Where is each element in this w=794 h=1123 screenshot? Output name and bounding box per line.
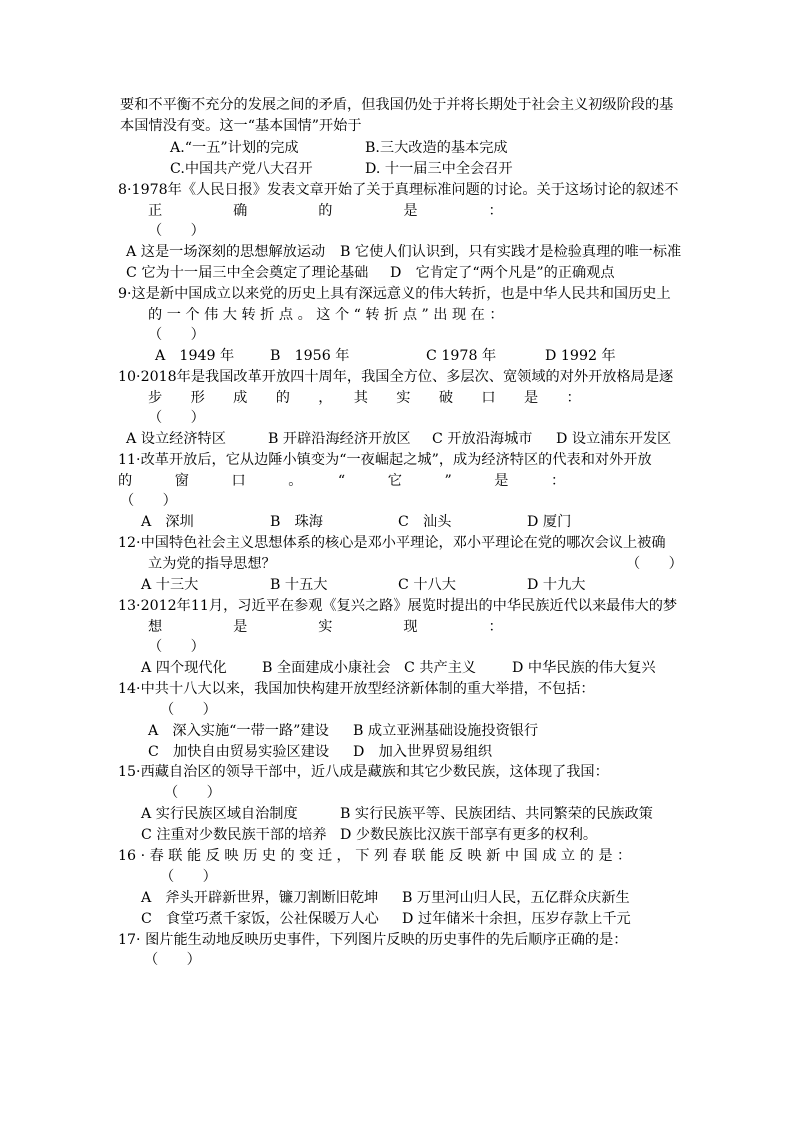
q16-option-b: B 万里河山归人民，五亿群众庆新生 bbox=[402, 890, 630, 906]
question-15-answer-blank: （ ） bbox=[164, 785, 221, 801]
q9-option-c: C 1978 年 bbox=[426, 348, 497, 364]
q15-option-c: C 注重对少数民族干部的培养 bbox=[141, 827, 327, 843]
q10-option-b: B 开辟沿海经济开放区 bbox=[268, 431, 411, 447]
question-10-text: 10·2018年是我国改革开放四十周年，我国全方位、多层次、宽领域的对外开放格局是逐 bbox=[118, 369, 674, 385]
question-13-text: 13·2012年11月，习近平在参观《复兴之路》展览时提出的中华民族近代以来最伟大的梦 bbox=[118, 598, 678, 614]
question-8-text-line-2: 正 确 的 是 ： bbox=[148, 203, 503, 219]
q7-option-a: A.“一五”计划的完成 bbox=[170, 140, 299, 156]
question-12-text: 12·中国特色社会主义思想体系的核心是邓小平理论，邓小平理论在党的哪次会议上被确 bbox=[118, 535, 666, 551]
q9-option-a: A 1949 年 bbox=[155, 348, 235, 364]
question-10-answer-blank: （ ） bbox=[148, 410, 205, 426]
q8-option-d: D 它肯定了“两个凡是”的正确观点 bbox=[390, 265, 615, 281]
q16-option-c: C 食堂巧煮千家饭，公社保暖万人心 bbox=[141, 911, 379, 927]
q14-option-c: C 加快自由贸易实验区建设 bbox=[148, 744, 330, 760]
q11-option-b: B 珠海 bbox=[270, 514, 323, 530]
q8-option-b: B 它使人们认识到，只有实践才是检验真理的唯一标准 bbox=[340, 244, 682, 260]
q9-option-d: D 1992 年 bbox=[545, 348, 616, 364]
question-13-text-line-2: 想 是 实 现 ： bbox=[148, 619, 503, 635]
q8-option-a: A 这是一场深刻的思想解放运动 bbox=[126, 244, 326, 260]
q12-option-d: D 十九大 bbox=[527, 577, 586, 593]
q10-option-a: A 设立经济特区 bbox=[126, 431, 226, 447]
question-13-answer-blank: （ ） bbox=[148, 639, 205, 655]
q12-option-c: C 十八大 bbox=[398, 577, 456, 593]
q15-option-b: B 实行民族平等、民族团结、共同繁荣的民族政策 bbox=[340, 806, 653, 822]
q8-option-c: C 它为十一届三中全会奠定了理论基础 bbox=[126, 265, 369, 281]
q11-option-a: A 深圳 bbox=[141, 514, 194, 530]
question-8-answer-blank: （ ） bbox=[148, 223, 205, 239]
q11-option-c: C 汕头 bbox=[398, 514, 452, 530]
question-10-text-line-2: 步 形 成 的 ， 其 实 破 口 是 ： bbox=[148, 390, 581, 406]
q13-option-d: D 中华民族的伟大复兴 bbox=[512, 660, 656, 676]
q16-option-a: A 斧头开辟新世界，镰刀割断旧乾坤 bbox=[141, 890, 379, 906]
question-12-answer-blank: （ ） bbox=[626, 556, 683, 572]
q14-option-d: D 加入世界贸易组织 bbox=[353, 744, 493, 760]
q12-option-b: B 十五大 bbox=[270, 577, 328, 593]
q14-option-b: B 成立亚洲基础设施投资银行 bbox=[353, 723, 539, 739]
question-11-text-line-2: 的 窗 口 。 “ 它 ” 是 ： bbox=[118, 473, 566, 489]
question-9-answer-blank: （ ） bbox=[148, 327, 205, 343]
q15-option-a: A 实行民族区域自治制度 bbox=[141, 806, 298, 822]
q7-option-d: D. 十一届三中全会召开 bbox=[365, 161, 513, 177]
q13-option-c: C 共产主义 bbox=[404, 660, 477, 676]
q10-option-d: D 设立浦东开发区 bbox=[556, 431, 672, 447]
question-11-answer-blank: （ ） bbox=[120, 493, 177, 509]
q13-option-a: A 四个现代化 bbox=[141, 660, 227, 676]
q7-option-c: C.中国共产党八大召开 bbox=[170, 161, 313, 177]
question-15-text: 15·西藏自治区的领导干部中，近八成是藏族和其它少数民族，这体现了我国： bbox=[118, 764, 609, 780]
q7-option-b: B.三大改造的基本完成 bbox=[365, 140, 508, 156]
question-12-text-line-2: 立为党的指导思想？ bbox=[148, 556, 276, 572]
q11-option-d: D 厦门 bbox=[527, 514, 572, 530]
question-14-text: 14·中共十八大以来，我国加快构建开放型经济新体制的重大举措，不包括： bbox=[118, 681, 595, 697]
q9-option-b: B 1956 年 bbox=[270, 348, 350, 364]
question-16-text: 16 · 春 联 能 反 映 历 史 的 变 迁 ， 下 列 春 联 能 反 映 新 中 国 成 立 的 是 ： bbox=[118, 848, 632, 864]
question-17-answer-blank: （ ） bbox=[144, 952, 201, 968]
question-7-text-line-2: 本国情没有变。这一“基本国情”开始于 bbox=[120, 118, 362, 134]
question-9-text: 9·这是新中国成立以来党的历史上具有深远意义的伟大转折，也是中华人民共和国历史上 bbox=[118, 286, 671, 302]
q12-option-a: A 十三大 bbox=[141, 577, 199, 593]
question-8-text: 8·1978年《人民日报》发表文章开始了关于真理标准问题的讨论。关于这场讨论的叙述不 bbox=[118, 182, 679, 198]
q14-option-a: A 深入实施“一带一路”建设 bbox=[148, 723, 329, 739]
q16-option-d: D 过年储米十余担，压岁存款上千元 bbox=[402, 911, 631, 927]
q15-option-d: D 少数民族比汉族干部享有更多的权利。 bbox=[340, 827, 598, 843]
question-16-answer-blank: （ ） bbox=[160, 869, 217, 885]
q10-option-c: C 开放沿海城市 bbox=[432, 431, 533, 447]
question-14-answer-blank: （ ） bbox=[160, 702, 217, 718]
question-7-text-line-1: 要和不平衡不充分的发展之间的矛盾，但我国仍处于并将长期处于社会主义初级阶段的基 bbox=[120, 97, 674, 113]
q13-option-b: B 全面建成小康社会 bbox=[262, 660, 391, 676]
question-9-text-line-2: 的 一 个 伟 大 转 折 点 。 这 个 “ 转 折 点 ” 出 现 在 ： bbox=[148, 307, 504, 323]
question-17-text: 17· 图片能生动地反映历史事件，下列图片反映的历史事件的先后顺序正确的是： bbox=[118, 932, 628, 948]
question-11-text: 11·改革开放后，它从边陲小镇变为“一夜崛起之城”，成为经济特区的代表和对外开放 bbox=[118, 452, 652, 468]
